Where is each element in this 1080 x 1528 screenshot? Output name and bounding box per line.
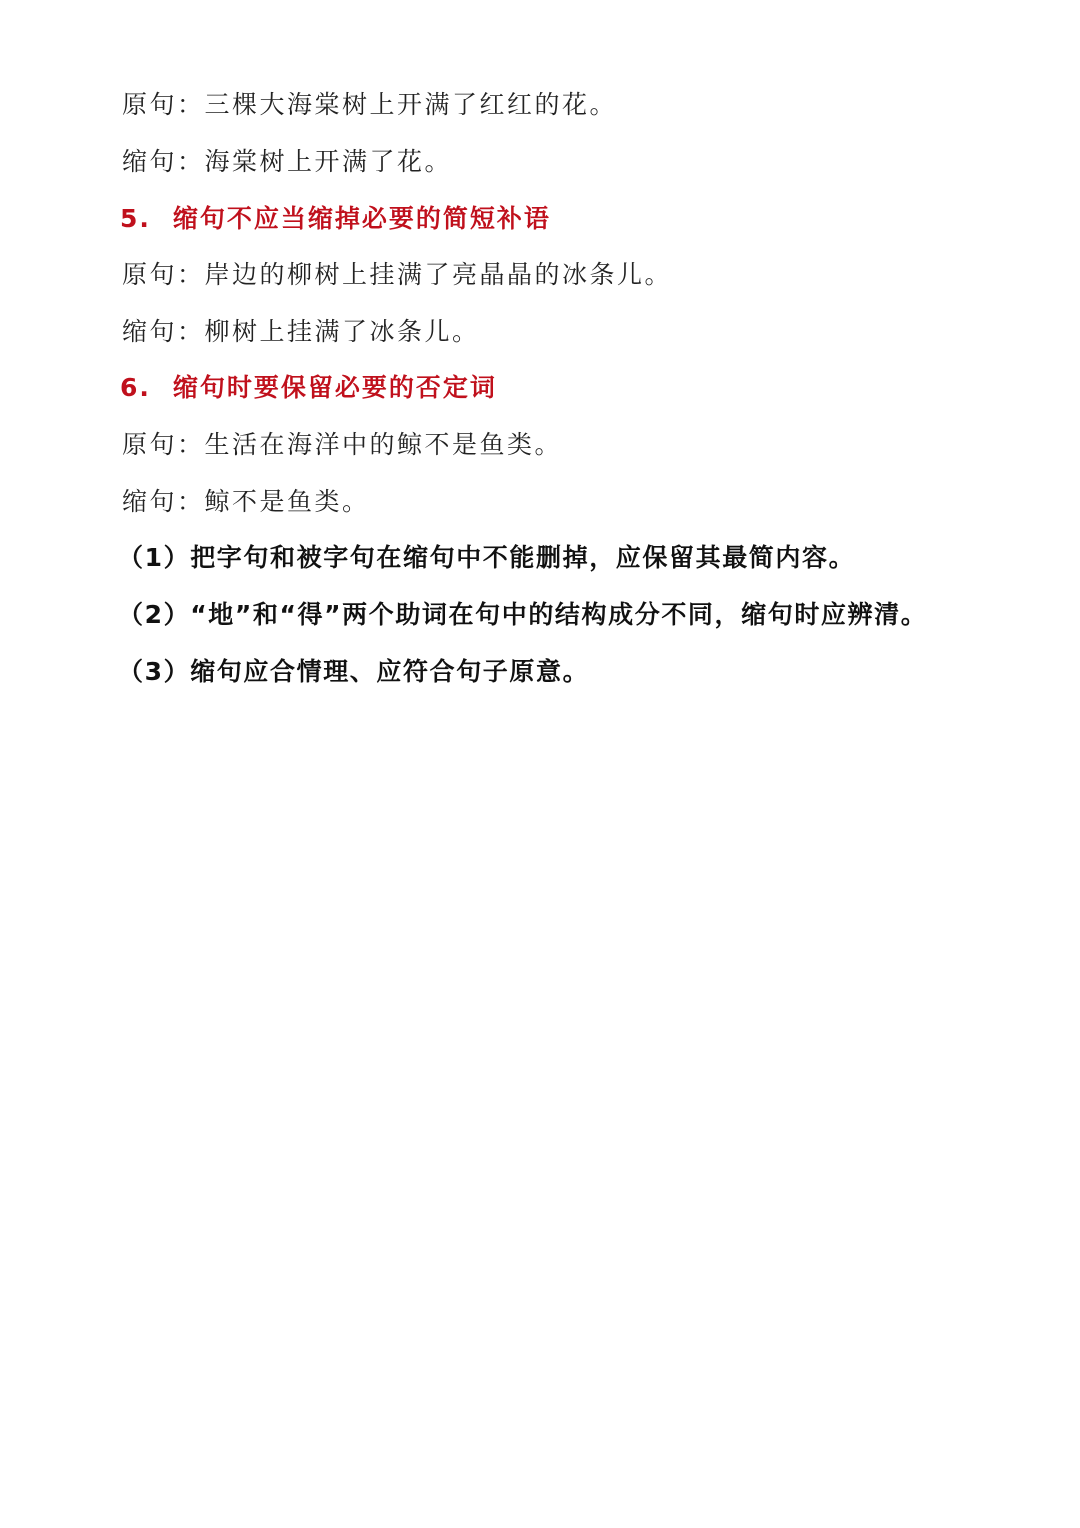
section-5-number: 5.: [120, 204, 151, 233]
example-original-sentence: 原句：三棵大海棠树上开满了红红的花。: [122, 90, 618, 119]
section-6-number: 6.: [120, 373, 151, 402]
section-6-original-sentence: 原句：生活在海洋中的鲸不是鱼类。: [122, 430, 563, 459]
section-6-shortened-sentence: 缩句：鲸不是鱼类。: [122, 487, 370, 516]
note-2: （2）“地”和“得”两个助词在句中的结构成分不同，缩句时应辨清。: [118, 600, 928, 629]
section-5-shortened-sentence: 缩句：柳树上挂满了冰条儿。: [122, 317, 480, 346]
note-1: （1）把字句和被字句在缩句中不能删掉，应保留其最简内容。: [118, 543, 856, 572]
section-6-heading: [120, 371, 497, 405]
section-6-title: 缩句时要保留必要的否定词: [172, 373, 497, 402]
section-5-title: 缩句不应当缩掉必要的简短补语: [172, 204, 551, 233]
example-shortened-sentence: 缩句：海棠树上开满了花。: [122, 147, 453, 176]
note-3: （3）缩句应合情理、应符合句子原意。: [118, 657, 590, 686]
section-5-heading: [120, 202, 551, 236]
section-5-original-sentence: 原句：岸边的柳树上挂满了亮晶晶的冰条儿。: [122, 260, 673, 289]
